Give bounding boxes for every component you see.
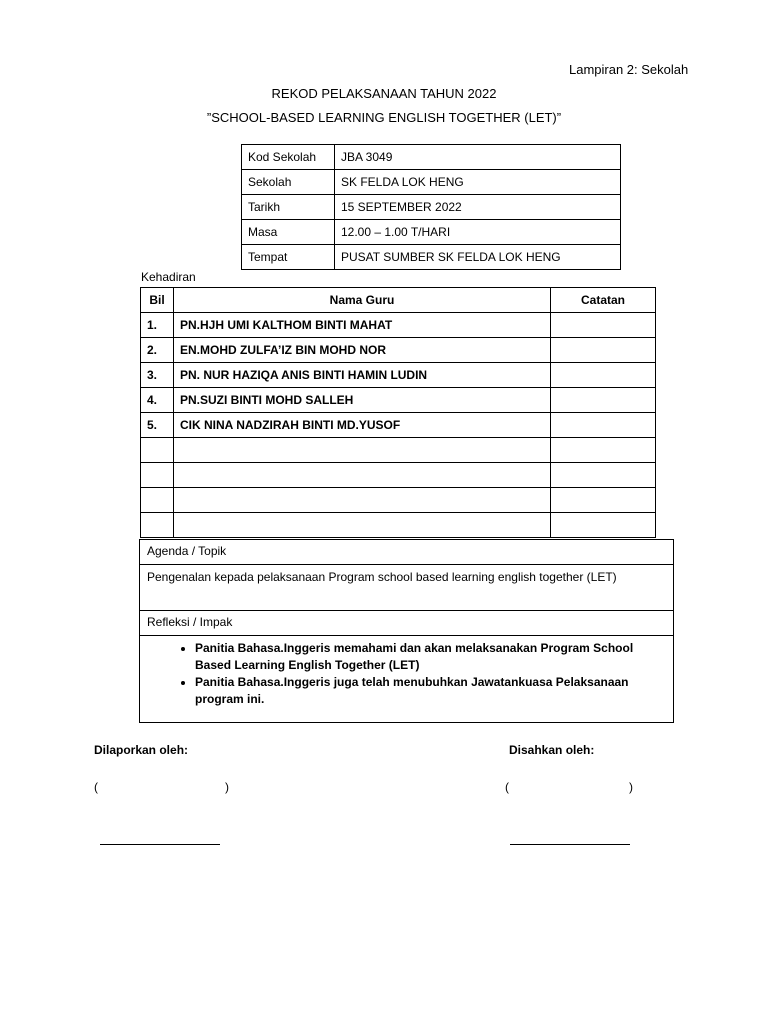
cell-nama: PN.HJH UMI KALTHOM BINTI MAHAT bbox=[174, 313, 551, 338]
table-row bbox=[141, 363, 656, 388]
info-row bbox=[242, 245, 621, 270]
info-table bbox=[241, 144, 621, 270]
list-item: • Panitia Bahasa.Inggeris memahami dan akan melaksanakan Program School Based Learning English Together (LET) bbox=[195, 640, 666, 674]
info-label: Tarikh bbox=[242, 195, 335, 220]
approved-by-label: Disahkan oleh: bbox=[509, 743, 595, 757]
kehadiran-label: Kehadiran bbox=[141, 270, 196, 284]
cell-bil: 4. bbox=[141, 388, 174, 413]
info-row bbox=[242, 145, 621, 170]
header-nama-guru: Nama Guru bbox=[174, 288, 551, 313]
info-value: 15 SEPTEMBER 2022 bbox=[335, 195, 621, 220]
info-value: SK FELDA LOK HENG bbox=[335, 170, 621, 195]
cell-nama bbox=[174, 488, 551, 513]
table-row bbox=[141, 388, 656, 413]
list-item: • Panitia Bahasa.Inggeris juga telah menubuhkan Jawatankuasa Pelaksanaan program ini. bbox=[195, 674, 666, 708]
cell-bil bbox=[141, 438, 174, 463]
reported-by-signature-line bbox=[100, 844, 220, 845]
attendance-header-row bbox=[141, 288, 656, 313]
info-value: JBA 3049 bbox=[335, 145, 621, 170]
header-bil: Bil bbox=[141, 288, 174, 313]
info-value: PUSAT SUMBER SK FELDA LOK HENG bbox=[335, 245, 621, 270]
cell-bil bbox=[141, 513, 174, 538]
cell-catatan bbox=[551, 388, 656, 413]
info-row bbox=[242, 170, 621, 195]
approved-by-signature-line bbox=[510, 844, 630, 845]
lampiran-label: Lampiran 2: Sekolah bbox=[569, 62, 689, 77]
refleksi-header: Refleksi / Impak bbox=[139, 610, 674, 636]
info-label: Tempat bbox=[242, 245, 335, 270]
cell-bil: 1. bbox=[141, 313, 174, 338]
agenda-header: Agenda / Topik bbox=[139, 539, 674, 565]
cell-bil: 2. bbox=[141, 338, 174, 363]
info-label: Sekolah bbox=[242, 170, 335, 195]
cell-nama bbox=[174, 438, 551, 463]
refleksi-body bbox=[139, 635, 674, 723]
cell-nama bbox=[174, 463, 551, 488]
table-row bbox=[141, 438, 656, 463]
table-row bbox=[141, 338, 656, 363]
cell-catatan bbox=[551, 488, 656, 513]
cell-nama: EN.MOHD ZULFA’IZ BIN MOHD NOR bbox=[174, 338, 551, 363]
cell-bil bbox=[141, 488, 174, 513]
cell-nama bbox=[174, 513, 551, 538]
info-row bbox=[242, 195, 621, 220]
refleksi-list bbox=[147, 640, 666, 708]
cell-nama: PN. NUR HAZIQA ANIS BINTI HAMIN LUDIN bbox=[174, 363, 551, 388]
document-title: REKOD PELAKSANAAN TAHUN 2022 bbox=[271, 86, 497, 101]
reported-by-label: Dilaporkan oleh: bbox=[94, 743, 189, 757]
approved-by-close-paren: ) bbox=[629, 780, 633, 794]
attendance-table bbox=[140, 287, 656, 538]
cell-nama: CIK NINA NADZIRAH BINTI MD.YUSOF bbox=[174, 413, 551, 438]
info-label: Kod Sekolah bbox=[242, 145, 335, 170]
info-row bbox=[242, 220, 621, 245]
reported-by-open-paren: ( bbox=[94, 780, 98, 794]
table-row bbox=[141, 413, 656, 438]
cell-catatan bbox=[551, 413, 656, 438]
cell-catatan bbox=[551, 463, 656, 488]
reported-by-close-paren: ) bbox=[225, 780, 229, 794]
cell-catatan bbox=[551, 438, 656, 463]
header-catatan: Catatan bbox=[551, 288, 656, 313]
info-label: Masa bbox=[242, 220, 335, 245]
cell-catatan bbox=[551, 513, 656, 538]
agenda-text: Pengenalan kepada pelaksanaan Program school based learning english together (LET) bbox=[139, 564, 674, 611]
table-row bbox=[141, 463, 656, 488]
cell-catatan bbox=[551, 363, 656, 388]
info-value: 12.00 – 1.00 T/HARI bbox=[335, 220, 621, 245]
approved-by-open-paren: ( bbox=[505, 780, 509, 794]
cell-bil bbox=[141, 463, 174, 488]
table-row bbox=[141, 488, 656, 513]
document-subtitle: ”SCHOOL-BASED LEARNING ENGLISH TOGETHER (LET)” bbox=[206, 110, 562, 125]
table-row bbox=[141, 513, 656, 538]
cell-bil: 3. bbox=[141, 363, 174, 388]
cell-catatan bbox=[551, 338, 656, 363]
cell-catatan bbox=[551, 313, 656, 338]
table-row bbox=[141, 313, 656, 338]
cell-nama: PN.SUZI BINTI MOHD SALLEH bbox=[174, 388, 551, 413]
cell-bil: 5. bbox=[141, 413, 174, 438]
